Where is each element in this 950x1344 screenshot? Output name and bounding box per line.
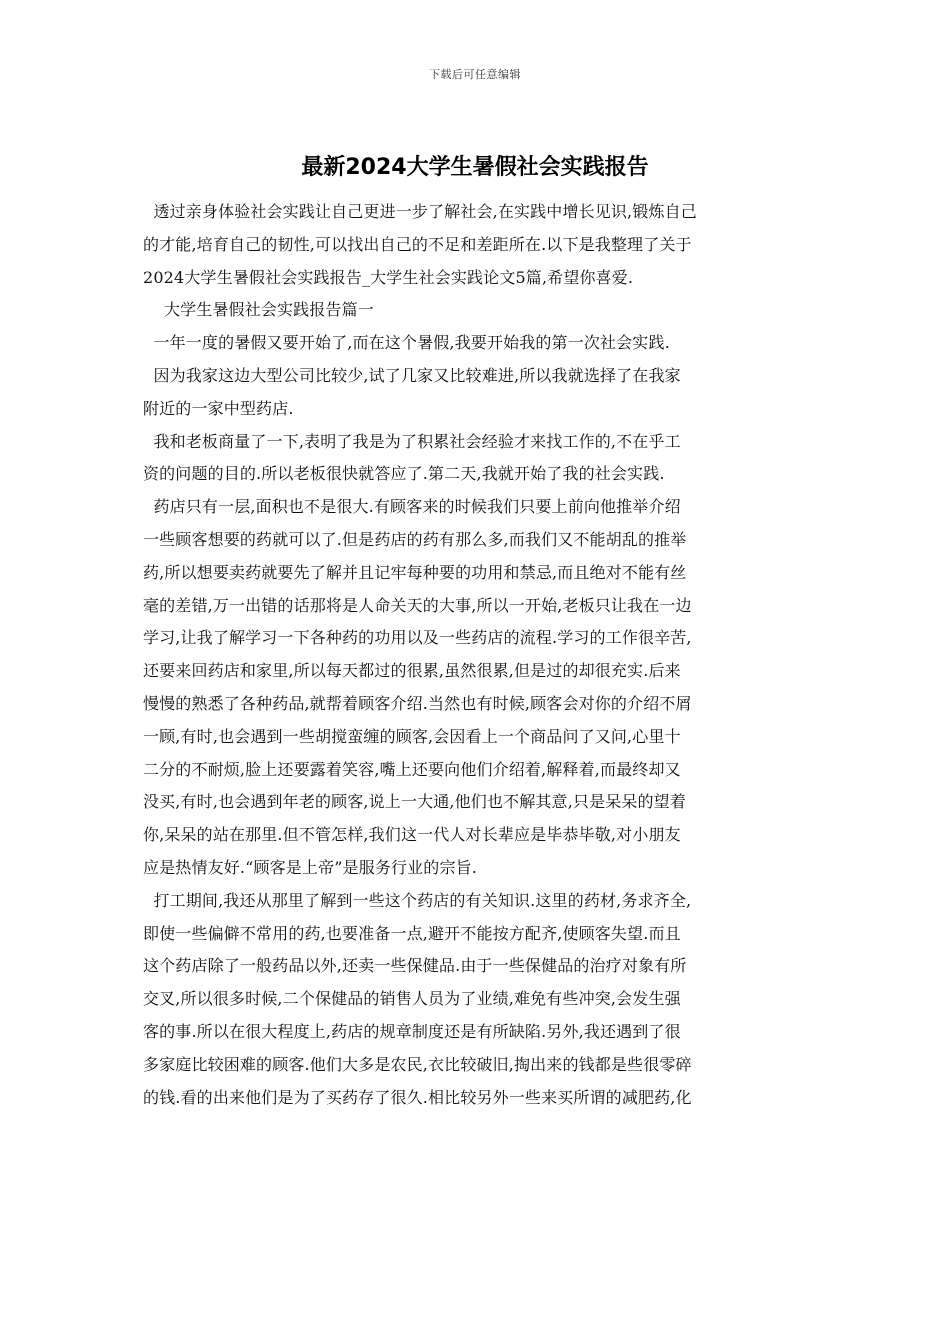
text-line: 透过亲身体验社会实践让自己更进一步了解社会,在实践中增长见识,锻炼自己 (143, 202, 697, 221)
text-line: 一顾,有时,也会遇到一些胡搅蛮缠的顾客,会因看上一个商品问了又问,心里十 (143, 726, 681, 746)
text-line: 药店只有一层,面积也不是很大.有顾客来的时候我们只要上前向他推举介绍 (143, 497, 681, 517)
text-line: 毫的差错,万一出错的话那将是人命关天的大事,所以一开始,老板只让我在一边 (143, 595, 692, 615)
text-line: 二分的不耐烦,脸上还要露着笑容,嘴上还要向他们介绍着,解释着,而最终却又 (143, 759, 681, 779)
document-title: 最新2024大学生暑假社会实践报告 (301, 155, 649, 180)
text-line: 打工期间,我还从那里了解到一些这个药店的有关知识.这里的药材,务求齐全, (143, 890, 692, 910)
text-line: 还要来回药店和家里,所以每天都过的很累,虽然很累,但是过的却很充实.后来 (143, 661, 681, 681)
text-line: 即使一些偏僻不常用的药,也要准备一点,避开不能按方配齐,使顾客失望.而且 (143, 923, 681, 943)
text-line: 慢慢的熟悉了各种药品,就帮着顾客介绍.当然也有时候,顾客会对你的介绍不屑 (143, 693, 692, 713)
text-line: 药,所以想要卖药就要先了解并且记牢每种要的功用和禁忌,而且绝对不能有丝 (143, 562, 687, 582)
document-body (143, 196, 809, 1114)
text-line: 附近的一家中型药店. (143, 398, 294, 418)
text-line: 的才能,培育自己的韧性,可以找出自己的不足和差距所在.以下是我整理了关于 (143, 234, 692, 254)
text-line: 资的问题的目的.所以老板很快就答应了.第二天,我就开始了我的社会实践. (143, 464, 665, 484)
text-line: 2024大学生暑假社会实践报告_大学生社会实践论文5篇,希望你喜爱. (143, 267, 634, 287)
text-line: 交叉,所以很多时候,二个保健品的销售人员为了业绩,难免有些冲突,会发生强 (143, 989, 681, 1009)
text-line: 多家庭比较困难的顾客.他们大多是农民,衣比较破旧,掏出来的钱都是些很零碎 (143, 1054, 692, 1074)
text-line: 的钱.看的出来他们是为了买药存了很久.相比较另外一些来买所谓的减肥药,化 (143, 1087, 692, 1107)
text-line: 大学生暑假社会实践报告篇一 (143, 300, 374, 320)
text-line: 没买,有时,也会遇到年老的顾客,说上一大通,他们也不解其意,只是呆呆的望着 (143, 792, 686, 812)
text-line: 客的事.所以在很大程度上,药店的规章制度还是有所缺陷.另外,我还遇到了很 (143, 1021, 681, 1041)
text-line: 因为我家这边大型公司比较少,试了几家又比较难进,所以我就选择了在我家 (143, 365, 681, 385)
text-line: 我和老板商量了一下,表明了我是为了积累社会经验才来找工作的,不在乎工 (143, 431, 681, 451)
text-line: 你,呆呆的站在那里.但不管怎样,我们这一代人对长辈应是毕恭毕敬,对小朋友 (143, 825, 681, 845)
text-line: 应是热情友好.“顾客是上帝”是服务行业的宗旨. (143, 857, 477, 877)
text-line: 一年一度的暑假又要开始了,而在这个暑假,我要开始我的第一次社会实践. (143, 333, 670, 353)
header-note: 下载后可任意编辑 (429, 68, 521, 81)
text-line: 学习,让我了解学习一下各种药的功用以及一些药店的流程.学习的工作很辛苦, (143, 628, 692, 648)
text-line: 这个药店除了一般药品以外,还卖一些保健品.由于一些保健品的治疗对象有所 (143, 956, 687, 976)
text-line: 一些顾客想要的药就可以了.但是药店的药有那么多,而我们又不能胡乱的推举 (143, 529, 687, 549)
